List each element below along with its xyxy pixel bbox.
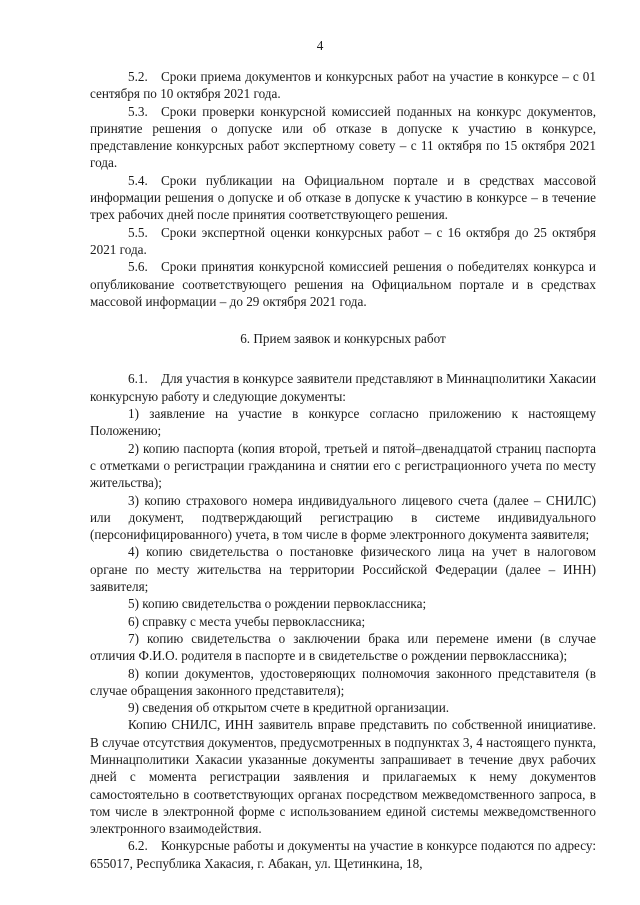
list-item-4: 4) копию свидетельства о постановке физического лица на учет в налоговом органе по месту жительства на территории Российской Федерации (далее – ИНН) заявителя;: [90, 544, 596, 595]
page-number: 4: [316, 38, 324, 53]
list-item-7: 7) копию свидетельства о заключении брака или перемене имени (в случае отличия Ф.И.О. родителя в паспорте и в свидетельстве о рождении первоклассника);: [90, 630, 596, 664]
document-body: [90, 68, 596, 872]
list-item-2: 2) копию паспорта (копия второй, третьей и пятой–двенадцатой страниц паспорта с отметками о регистрации гражданина и снятии его с регистрационного учета по месту жительства);: [90, 440, 596, 491]
section-6-heading: 6. Прием заявок и конкурсных работ: [240, 331, 446, 347]
paragraph-5-3: 5.3. Сроки проверки конкурсной комиссией поданных на конкурс документов, принятие решения о допуске или об отказе в допуске к участию в конкурсе, представление конкурсных работ экспертному совету – с 11 октября по 15 октября 2021 года.: [90, 103, 596, 171]
paragraph-5-2: 5.2. Сроки приема документов и конкурсных работ на участие в конкурсе – с 01 сентября по 10 октября 2021 года.: [90, 69, 596, 102]
paragraph-5-4: 5.4. Сроки публикации на Официальном портале и в средствах массовой информации решения о допуске и об отказе в допуске к участию в конкурсе – в течение трех рабочих дней после принятия соответствующего решения.: [90, 172, 596, 223]
list-item-9: 9) сведения об открытом счете в кредитной организации.: [128, 700, 450, 716]
list-item-6: 6) справку с места учебы первоклассника;: [128, 613, 366, 629]
list-item-8: 8) копии документов, удостоверяющих полномочия законного представителя (в случае обращения законного представителя);: [90, 665, 596, 698]
paragraph-6-2: 6.2. Конкурсные работы и документы на участие в конкурсе подаются по адресу: 655017, Республика Хакасия, г. Абакан, ул. Щетинкина, 18,: [90, 838, 596, 871]
list-item-1: 1) заявление на участие в конкурсе согласно приложению к настоящему Положению;: [90, 406, 596, 439]
paragraph-snils-inn: Копию СНИЛС, ИНН заявитель вправе представить по собственной инициативе. В случае отсутствия документов, предусмотренных в подпунктах 3, 4 настоящего пункта, Миннацполитики Хакасии указанные документы запрашивает в течение двух рабочих дней с момента регистрации заявления и прилагаемых к нему документов самостоятельно в соответствующих органах посредством межведомственного запроса, в том числе в электронной форме с использованием единой системы межведомственного электронного взаимодействия.: [90, 717, 596, 837]
paragraph-5-5: 5.5. Сроки экспертной оценки конкурсных работ – с 16 октября до 25 октября 2021 года.: [90, 224, 596, 257]
list-item-3: 3) копию страхового номера индивидуального лицевого счета (далее – СНИЛС) или документ, подтверждающий регистрацию в системе индивидуального (персонифицированного) учета, в том числе в форме электронного документа заявителя;: [90, 492, 596, 543]
list-item-5: 5) копию свидетельства о рождении первоклассника;: [128, 596, 427, 612]
paragraph-5-6: 5.6. Сроки принятия конкурсной комиссией решения о победителях конкурса и опубликование соответствующего решения на Официальном портале и в средствах массовой информации – до 29 октября 2021 года.: [90, 259, 596, 309]
paragraph-6-1: 6.1. Для участия в конкурсе заявители представляют в Миннацполитики Хакасии конкурсную работу и следующие документы:: [90, 371, 597, 404]
